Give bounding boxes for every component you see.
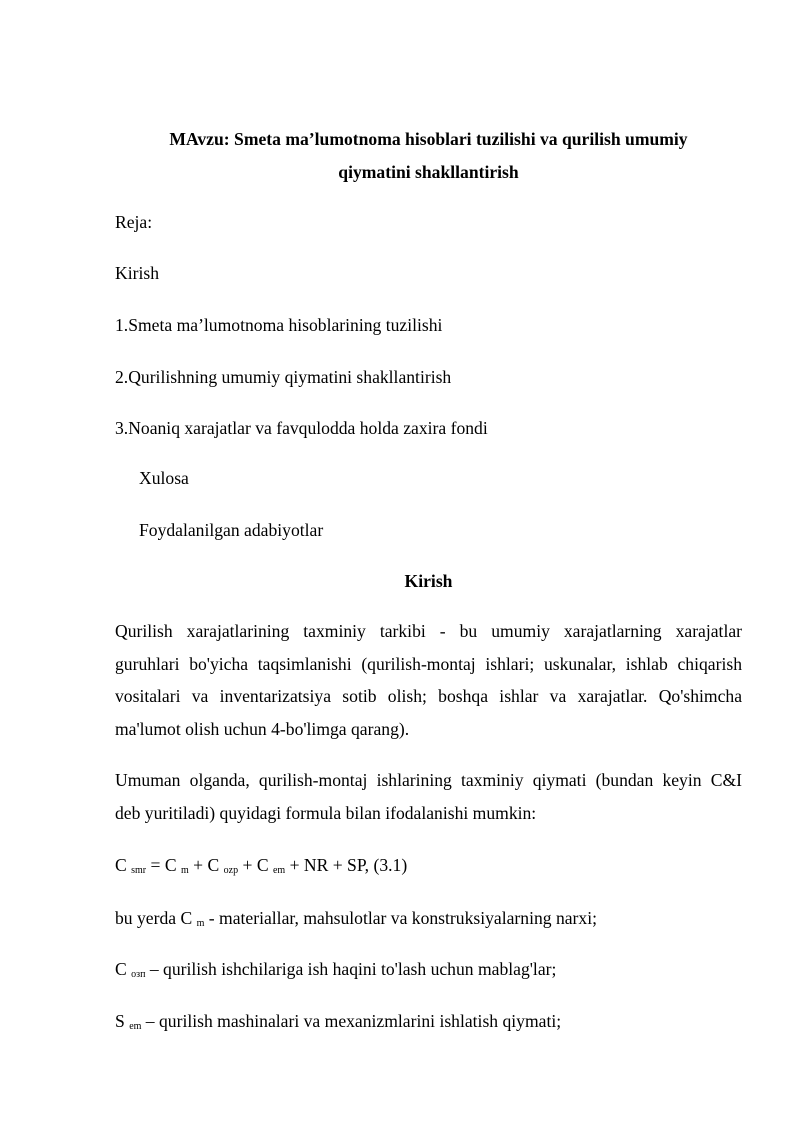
formula-part: C [115, 855, 132, 875]
plan-label: Reja: [115, 212, 153, 232]
section-heading: Kirish [404, 571, 453, 591]
definition-text: – qurilish mashinalari va mexanizmlarini ishlatish qiymati; [141, 1011, 562, 1031]
definition-materials [115, 902, 597, 934]
plan-item-3: 3.Noaniq xarajatlar va favqulodda holda zaxira fondi [115, 418, 488, 438]
formula-subscript: ozp [223, 865, 239, 876]
formula [115, 849, 407, 881]
formula-part: + C [238, 855, 273, 875]
plan-item-intro: Kirish [115, 263, 159, 283]
paragraph-1-line: vositalari va inventarizatsiya sotib olish; boshqa ishlar va xarajatlar. Qo'shimcha [115, 686, 742, 706]
definition-subscript: em [129, 1021, 142, 1032]
paragraph-1-line: Qurilish xarajatlarining taxminiy tarkibi - bu umumiy xarajatlarning xarajatlar [115, 621, 742, 641]
paragraph-1 [115, 615, 742, 745]
definition-machinery [115, 1005, 561, 1037]
definition-text: – qurilish ishchilariga ish haqini to'lash uchun mablag'lar; [145, 959, 557, 979]
paragraph-2 [115, 764, 742, 829]
definition-subscript: озп [131, 969, 146, 980]
definition-text: bu yerda C [115, 908, 197, 928]
definition-text: C [115, 959, 132, 979]
definition-wages [115, 953, 556, 985]
formula-subscript: em [272, 865, 286, 876]
formula-subscript: m [181, 865, 189, 876]
formula-part: = C [146, 855, 181, 875]
plan-item-references: Foydalanilgan adabiyotlar [139, 520, 324, 540]
plan-item-1: 1.Smeta ma’lumotnoma hisoblarining tuzilishi [115, 315, 443, 335]
definition-text: - materiallar, mahsulotlar va konstruksiyalarning narxi; [204, 908, 597, 928]
definition-text: S [115, 1011, 130, 1031]
plan-item-2: 2.Qurilishning umumiy qiymatini shakllantirish [115, 367, 452, 387]
document-title [115, 123, 742, 189]
paragraph-1-line: guruhlari bo'yicha taqsimlanishi (qurilish-montaj ishlari; uskunalar, ishlab chiqarish [115, 653, 742, 674]
title-line-1: MAvzu: Smeta ma’lumotnoma hisoblari tuzilishi va qurilish umumiy [169, 129, 688, 149]
paragraph-2-line: deb yuritiladi) quyidagi formula bilan ifodalanishi mumkin: [115, 802, 537, 823]
formula-part: + NR + SP, (3.1) [285, 855, 408, 875]
definition-subscript: m [196, 918, 205, 929]
title-line-2: qiymatini shakllantirish [338, 162, 519, 182]
paragraph-2-line: Umuman olganda, qurilish-montaj ishlarining taxminiy qiymati (bundan keyin C&I [115, 770, 742, 790]
plan-item-conclusion: Xulosa [139, 468, 189, 488]
formula-part: + C [188, 855, 224, 875]
formula-subscript: smr [131, 865, 147, 876]
paragraph-1-line: ma'lumot olish uchun 4-bo'limga qarang). [115, 718, 410, 739]
